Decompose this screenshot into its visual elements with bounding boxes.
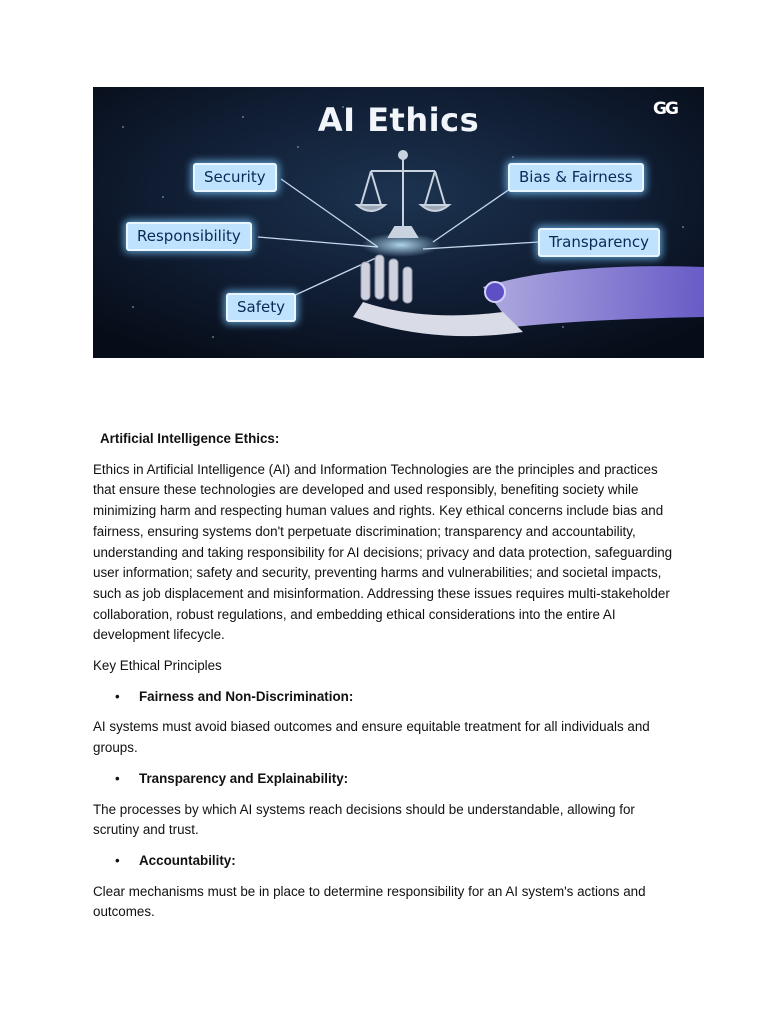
bullet-icon: • <box>115 688 120 704</box>
document-body <box>93 429 678 933</box>
label-responsibility: Responsibility <box>126 222 252 251</box>
principle-text-transparency: The processes by which AI systems reach decisions should be understandable, allowing for scrutiny and trust. <box>93 801 635 838</box>
principles-label: Key Ethical Principles <box>93 658 222 674</box>
principle-title: Fairness and Non-Discrimination: <box>139 688 354 704</box>
label-transparency: Transparency <box>538 228 660 257</box>
bullet-icon: • <box>115 852 120 868</box>
principle-text-fairness: AI systems must avoid biased outcomes and ensure equitable treatment for all individuals and groups. <box>93 719 650 756</box>
label-safety: Safety <box>226 293 296 322</box>
label-security: Security <box>193 163 277 192</box>
principle-title-transparency <box>93 769 678 790</box>
principle-title: Accountability: <box>139 852 236 868</box>
brand-logo: GG <box>653 99 677 119</box>
principle-title-accountability <box>93 851 678 872</box>
ai-ethics-banner <box>93 87 704 358</box>
document-heading: Artificial Intelligence Ethics: <box>100 431 280 446</box>
label-bias-fairness: Bias & Fairness <box>508 163 644 192</box>
principle-text-accountability: Clear mechanisms must be in place to determine responsibility for an AI system's actions and outcomes. <box>93 883 646 920</box>
banner-title: AI Ethics <box>317 101 480 139</box>
intro-paragraph: Ethics in Artificial Intelligence (AI) and Information Technologies are the principles and practices that ensure these technologies are developed and used responsibly, benefiting society while minimizing harm and respecting human values and rights. Key ethical concerns include bias and fairness, ensuring systems don't perpetuate discrimination; transparency and accountability, understanding and taking responsibility for AI decisions; privacy and data protection, safeguarding user information; safety and security, preventing harms and vulnerabilities; and societal impacts, such as job displacement and misinformation. Addressing these issues requires multi-stakeholder collaboration, robust regulations, and embedding ethical considerations into the entire AI development lifecycle. <box>93 461 673 643</box>
principle-title: Transparency and Explainability: <box>139 770 349 786</box>
bullet-icon: • <box>115 770 120 786</box>
principle-title-fairness <box>93 687 678 708</box>
